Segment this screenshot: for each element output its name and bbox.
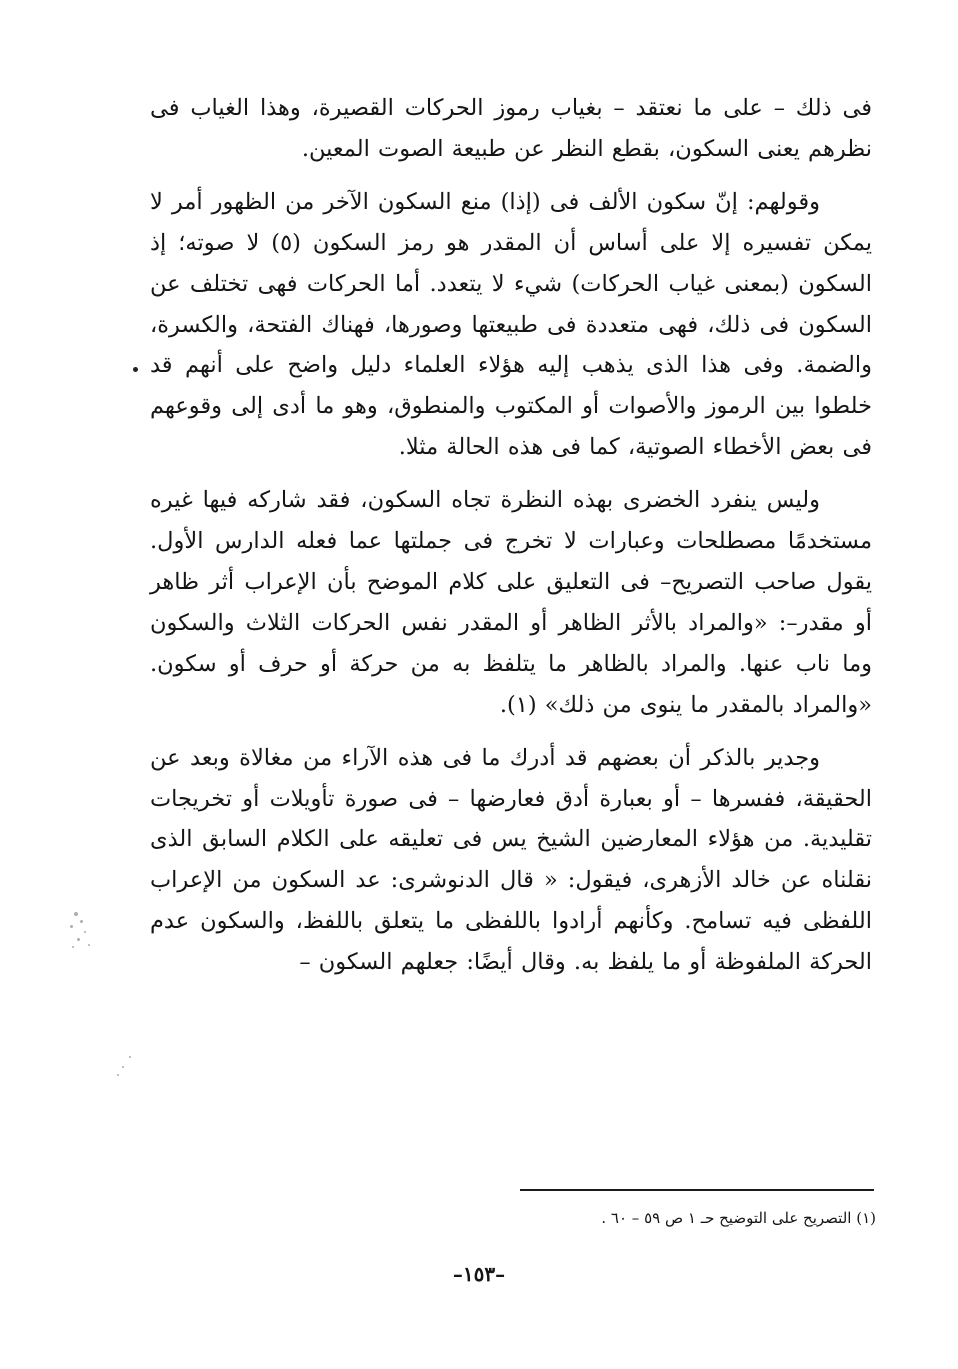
scan-speckle — [77, 938, 80, 941]
paragraph-4: وجدير بالذكر أن بعضهم قد أدرك ما فى هذه الآراء من مغالاة وبعد عن الحقيقة، ففسرها – أو بعبارة أدق فعارضها – فى صورة تأويلات أو تخريجات تقليدية. من هؤلاء المعارضين الشيخ يس فى تعليقه على الكلام السابق الذى نقلناه عن خالد الأزهرى، فيقول: « قال الدنوشرى: عد السكون من الإعراب اللفظى فيه تسامح. وكأنهم أرادوا باللفظى ما يتعلق باللفظ، والسكون عدم الحركة الملفوظة أو ما يلفظ به. وقال أيضًا: جعلهم السكون – — [150, 744, 872, 976]
paragraph-1: فى ذلك – على ما نعتقد – بغياب رموز الحركات القصيرة، وهذا الغياب فى نظرهم يعنى السكون، بقطع النظر عن طبيعة الصوت المعين. — [150, 95, 872, 162]
scan-speckle — [70, 925, 73, 928]
paragraph-2: وقولهم: إنّ سكون الألف فى (إذا) منع السكون الآخر من الظهور أمر لا يمكن تفسيره إلا على أساس أن المقدر هو رمز السكون (٥) لا صوته؛ إذ السكون (بمعنى غياب الحركات) شيء لا يتعدد. أما الحركات فهى تختلف عن السكون فى ذلك، فهى متعددة فى طبيعتها وصورها، فهناك الفتحة، والكسرة، والضمة. وفى هذا الذى يذهب إليه هؤلاء العلماء دليل واضح على أنهم قد خلطوا بين الرموز والأصوات أو المكتوب والمنطوق، وهو ما أدى إلى وقوعهم فى بعض الأخطاء الصوتية، كما فى هذه الحالة مثلا. — [150, 188, 872, 461]
footnote: (١) التصريح على التوضيح حـ ١ ص ٥٩ – ٦٠ . — [601, 1209, 876, 1227]
page-number: –١٥٣– — [452, 1262, 506, 1286]
scan-speckle — [117, 1074, 119, 1076]
footnote-separator — [520, 1189, 874, 1191]
ink-dot-mark — [133, 367, 138, 372]
scan-speckle — [122, 1066, 124, 1068]
scan-speckle — [74, 912, 78, 916]
scan-speckle — [80, 920, 83, 923]
scan-speckle — [129, 1056, 131, 1058]
scan-speckle — [84, 931, 86, 933]
scan-speckle — [88, 944, 90, 946]
scan-speckle — [72, 946, 74, 948]
paragraph-3: وليس ينفرد الخضرى بهذه النظرة تجاه السكون، فقد شاركه فيها غيره مستخدمًا مصطلحات وعبارات لا تخرج فى جملتها عما فعله الدارس الأول. يقول صاحب التصريح– فى التعليق على كلام الموضح بأن الإعراب أثر ظاهر أو مقدر–: «والمراد بالأثر الظاهر أو المقدر نفس الحركات الثلاث والسكون وما ناب عنها. والمراد بالظاهر ما يتلفظ به من حركة أو حرف أو سكون. «والمراد بالمقدر ما ينوى من ذلك» (١). — [150, 487, 872, 718]
body-text — [150, 88, 872, 983]
